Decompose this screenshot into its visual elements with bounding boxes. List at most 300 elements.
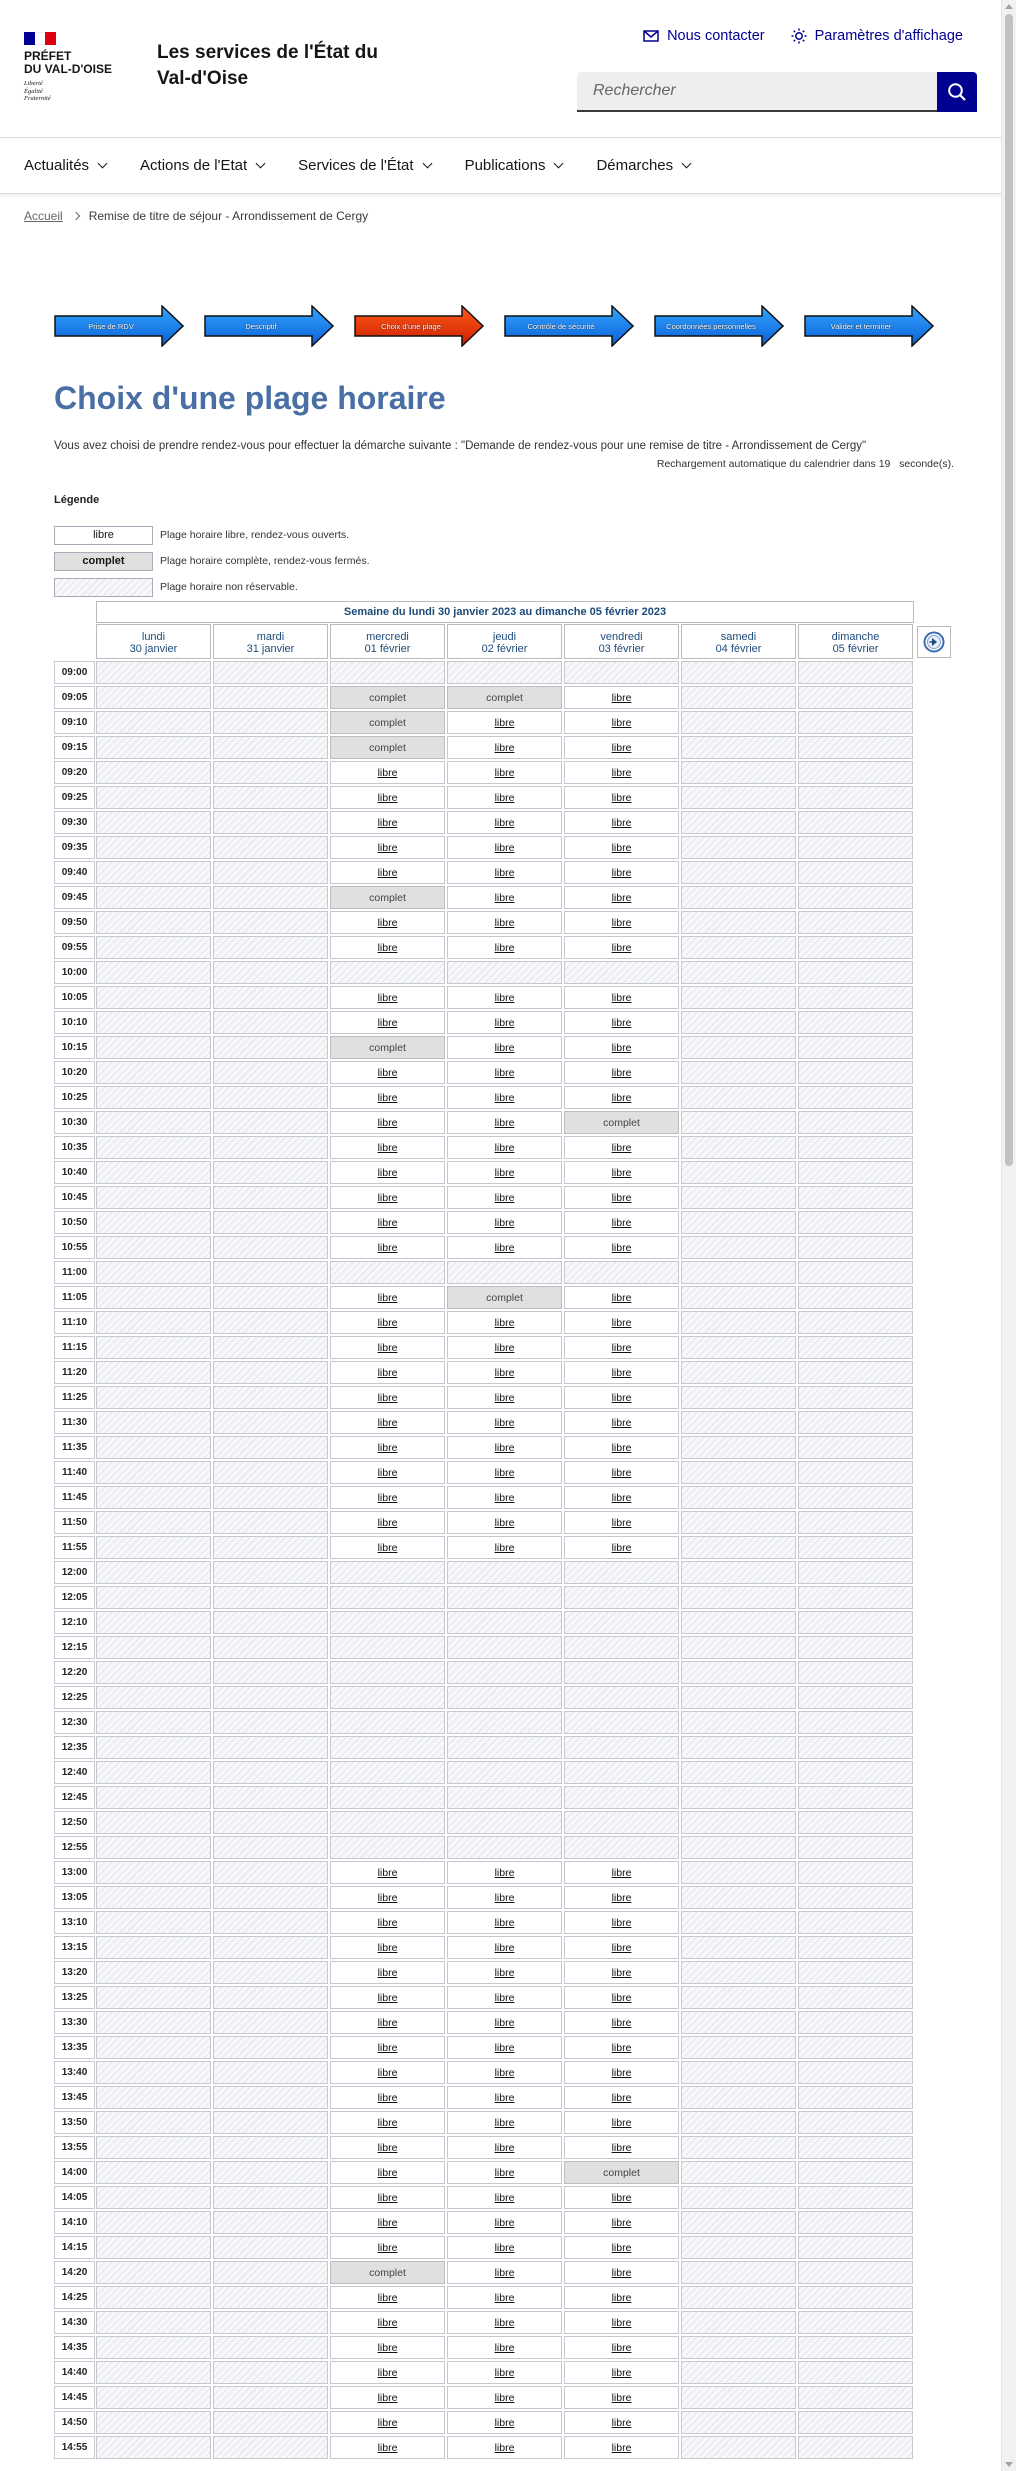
slot-libre[interactable] [330, 1861, 445, 1884]
slot-libre[interactable] [330, 1936, 445, 1959]
slot-libre-link[interactable]: libre [611, 1466, 632, 1479]
slot-libre[interactable] [330, 861, 445, 884]
slot-libre[interactable] [447, 836, 562, 859]
slot-libre[interactable] [564, 861, 679, 884]
slot-libre[interactable] [564, 1236, 679, 1259]
slot-libre[interactable] [330, 1136, 445, 1159]
slot-libre[interactable] [564, 1136, 679, 1159]
slot-libre[interactable] [330, 1211, 445, 1234]
slot-libre-link[interactable]: libre [611, 1191, 632, 1204]
slot-libre-link[interactable]: libre [611, 1966, 632, 1979]
slot-libre[interactable] [447, 1861, 562, 1884]
slot-libre-link[interactable]: libre [377, 2066, 398, 2079]
slot-libre-link[interactable]: libre [377, 841, 398, 854]
slot-libre-link[interactable]: libre [377, 2216, 398, 2229]
breadcrumb-home-link[interactable]: Accueil [24, 209, 63, 223]
slot-libre-link[interactable]: libre [494, 816, 515, 829]
slot-libre-link[interactable]: libre [611, 1916, 632, 1929]
slot-libre-link[interactable]: libre [494, 1991, 515, 2004]
slot-libre[interactable] [447, 1336, 562, 1359]
slot-libre-link[interactable]: libre [377, 2391, 398, 2404]
slot-libre-link[interactable]: libre [611, 1866, 632, 1879]
slot-libre[interactable] [447, 2361, 562, 2384]
slot-libre-link[interactable]: libre [611, 1391, 632, 1404]
slot-libre[interactable] [564, 836, 679, 859]
slot-libre[interactable] [447, 1986, 562, 2009]
slot-libre[interactable] [330, 1436, 445, 1459]
slot-libre[interactable] [564, 1386, 679, 1409]
slot-libre[interactable] [447, 936, 562, 959]
slot-libre[interactable] [564, 911, 679, 934]
slot-libre[interactable] [330, 2436, 445, 2459]
slot-libre-link[interactable]: libre [377, 1366, 398, 1379]
slot-libre[interactable] [330, 1161, 445, 1184]
slot-libre[interactable] [447, 786, 562, 809]
slot-libre-link[interactable]: libre [611, 1516, 632, 1529]
slot-libre-link[interactable]: libre [494, 2091, 515, 2104]
slot-libre[interactable] [564, 2311, 679, 2334]
slot-libre[interactable] [447, 811, 562, 834]
slot-libre[interactable] [564, 1911, 679, 1934]
slot-libre[interactable] [330, 1911, 445, 1934]
slot-libre-link[interactable]: libre [494, 1441, 515, 1454]
slot-libre-link[interactable]: libre [611, 1141, 632, 1154]
slot-libre[interactable] [447, 1011, 562, 1034]
slot-libre-link[interactable]: libre [494, 1166, 515, 1179]
slot-libre[interactable] [564, 1986, 679, 2009]
slot-libre[interactable] [447, 1511, 562, 1534]
slot-libre-link[interactable]: libre [494, 2366, 515, 2379]
slot-libre-link[interactable]: libre [494, 791, 515, 804]
slot-libre-link[interactable]: libre [494, 1216, 515, 1229]
slot-libre[interactable] [330, 2211, 445, 2234]
slot-libre-link[interactable]: libre [611, 1041, 632, 1054]
slot-libre-link[interactable]: libre [494, 916, 515, 929]
slot-libre-link[interactable]: libre [494, 2266, 515, 2279]
slot-libre[interactable] [330, 1111, 445, 1134]
slot-libre-link[interactable]: libre [377, 1916, 398, 1929]
slot-libre-link[interactable]: libre [377, 1391, 398, 1404]
slot-libre-link[interactable]: libre [377, 1541, 398, 1554]
slot-libre-link[interactable]: libre [377, 1241, 398, 1254]
slot-libre-link[interactable]: libre [377, 1941, 398, 1954]
slot-libre-link[interactable]: libre [611, 741, 632, 754]
slot-libre-link[interactable]: libre [611, 1216, 632, 1229]
slot-libre[interactable] [330, 2386, 445, 2409]
slot-libre-link[interactable]: libre [611, 2116, 632, 2129]
slot-libre-link[interactable]: libre [377, 1341, 398, 1354]
slot-libre[interactable] [330, 1511, 445, 1534]
slot-libre[interactable] [564, 2186, 679, 2209]
slot-libre-link[interactable]: libre [611, 2391, 632, 2404]
slot-libre[interactable] [447, 1161, 562, 1184]
slot-libre[interactable] [564, 1161, 679, 1184]
slot-libre[interactable] [564, 1061, 679, 1084]
slot-libre-link[interactable]: libre [377, 2441, 398, 2454]
nav-item-publications[interactable] [465, 157, 563, 174]
slot-libre-link[interactable]: libre [611, 1066, 632, 1079]
slot-libre-link[interactable]: libre [377, 2041, 398, 2054]
slot-libre-link[interactable]: libre [377, 1516, 398, 1529]
slot-libre[interactable] [330, 986, 445, 1009]
slot-libre[interactable] [564, 1536, 679, 1559]
nav-item-demarches[interactable] [596, 157, 690, 174]
slot-libre-link[interactable]: libre [377, 1216, 398, 1229]
scroll-down-arrow-icon[interactable] [1005, 2462, 1013, 2467]
slot-libre-link[interactable]: libre [377, 2316, 398, 2329]
slot-libre[interactable] [330, 2186, 445, 2209]
slot-libre-link[interactable]: libre [494, 766, 515, 779]
slot-libre-link[interactable]: libre [494, 2241, 515, 2254]
slot-libre-link[interactable]: libre [611, 2341, 632, 2354]
slot-libre[interactable] [564, 1186, 679, 1209]
slot-libre-link[interactable]: libre [494, 941, 515, 954]
slot-libre-link[interactable]: libre [611, 1166, 632, 1179]
slot-libre[interactable] [330, 1361, 445, 1384]
slot-libre[interactable] [564, 1286, 679, 1309]
slot-libre-link[interactable]: libre [611, 841, 632, 854]
slot-libre[interactable] [330, 1286, 445, 1309]
slot-libre[interactable] [447, 1536, 562, 1559]
slot-libre[interactable] [447, 2061, 562, 2084]
slot-libre-link[interactable]: libre [377, 2366, 398, 2379]
slot-libre[interactable] [330, 811, 445, 834]
slot-libre-link[interactable]: libre [611, 1366, 632, 1379]
slot-libre-link[interactable]: libre [611, 1441, 632, 1454]
slot-libre-link[interactable]: libre [611, 1891, 632, 1904]
slot-libre[interactable] [330, 2336, 445, 2359]
slot-libre[interactable] [330, 1011, 445, 1034]
slot-libre[interactable] [447, 2411, 562, 2434]
slot-libre[interactable] [447, 2286, 562, 2309]
slot-libre-link[interactable]: libre [377, 2191, 398, 2204]
slot-libre-link[interactable]: libre [377, 2416, 398, 2429]
slot-libre[interactable] [564, 886, 679, 909]
slot-libre[interactable] [564, 2036, 679, 2059]
slot-libre[interactable] [330, 1236, 445, 1259]
slot-libre[interactable] [564, 1211, 679, 1234]
slot-libre-link[interactable]: libre [377, 766, 398, 779]
slot-libre-link[interactable]: libre [377, 991, 398, 1004]
slot-libre-link[interactable]: libre [611, 1091, 632, 1104]
slot-libre[interactable] [447, 711, 562, 734]
slot-libre[interactable] [447, 1086, 562, 1109]
slot-libre-link[interactable]: libre [494, 1966, 515, 1979]
slot-libre-link[interactable]: libre [611, 1016, 632, 1029]
slot-libre-link[interactable]: libre [494, 1466, 515, 1479]
slot-libre[interactable] [447, 1186, 562, 1209]
slot-libre-link[interactable]: libre [611, 2091, 632, 2104]
slot-libre-link[interactable]: libre [494, 1141, 515, 1154]
slot-libre-link[interactable]: libre [494, 1241, 515, 1254]
slot-libre[interactable] [330, 1486, 445, 1509]
nav-item-services-etat[interactable] [298, 157, 430, 174]
slot-libre[interactable] [564, 2211, 679, 2234]
slot-libre[interactable] [330, 1411, 445, 1434]
slot-libre-link[interactable]: libre [377, 1066, 398, 1079]
slot-libre-link[interactable]: libre [611, 2266, 632, 2279]
slot-libre-link[interactable]: libre [611, 2416, 632, 2429]
slot-libre-link[interactable]: libre [611, 1541, 632, 1554]
slot-libre-link[interactable]: libre [611, 2041, 632, 2054]
slot-libre[interactable] [447, 1111, 562, 1134]
slot-libre[interactable] [447, 1311, 562, 1334]
slot-libre[interactable] [330, 1986, 445, 2009]
nav-item-actualites[interactable] [24, 157, 106, 174]
slot-libre[interactable] [330, 2011, 445, 2034]
slot-libre-link[interactable]: libre [611, 866, 632, 879]
slot-libre-link[interactable]: libre [611, 1291, 632, 1304]
slot-libre[interactable] [330, 1311, 445, 1334]
slot-libre-link[interactable]: libre [377, 1191, 398, 1204]
slot-libre[interactable] [564, 986, 679, 1009]
slot-libre-link[interactable]: libre [494, 2041, 515, 2054]
slot-libre-link[interactable]: libre [377, 2016, 398, 2029]
slot-libre-link[interactable]: libre [377, 1991, 398, 2004]
slot-libre[interactable] [330, 936, 445, 959]
slot-libre[interactable] [564, 786, 679, 809]
slot-libre-link[interactable]: libre [494, 1191, 515, 1204]
slot-libre-link[interactable]: libre [494, 1366, 515, 1379]
slot-libre[interactable] [447, 2186, 562, 2209]
slot-libre[interactable] [447, 2336, 562, 2359]
slot-libre[interactable] [330, 1386, 445, 1409]
slot-libre[interactable] [564, 2336, 679, 2359]
slot-libre[interactable] [447, 1361, 562, 1384]
slot-libre-link[interactable]: libre [377, 1891, 398, 1904]
slot-libre[interactable] [447, 1911, 562, 1934]
slot-libre[interactable] [447, 1236, 562, 1259]
slot-libre-link[interactable]: libre [611, 716, 632, 729]
slot-libre[interactable] [330, 1461, 445, 1484]
slot-libre-link[interactable]: libre [377, 1441, 398, 1454]
slot-libre-link[interactable]: libre [377, 1966, 398, 1979]
slot-libre-link[interactable]: libre [377, 2116, 398, 2129]
slot-libre[interactable] [564, 2361, 679, 2384]
contact-link[interactable] [643, 28, 765, 44]
vertical-scrollbar[interactable] [1001, 0, 1016, 2471]
slot-libre[interactable] [447, 761, 562, 784]
slot-libre[interactable] [564, 2236, 679, 2259]
slot-libre[interactable] [330, 1961, 445, 1984]
slot-libre[interactable] [330, 786, 445, 809]
slot-libre[interactable] [330, 1186, 445, 1209]
slot-libre[interactable] [564, 936, 679, 959]
slot-libre[interactable] [564, 2261, 679, 2284]
slot-libre-link[interactable]: libre [377, 941, 398, 954]
slot-libre-link[interactable]: libre [494, 2441, 515, 2454]
slot-libre[interactable] [447, 1936, 562, 1959]
slot-libre[interactable] [330, 2111, 445, 2134]
slot-libre[interactable] [564, 1961, 679, 1984]
display-settings-link[interactable] [791, 28, 963, 44]
slot-libre-link[interactable]: libre [377, 1141, 398, 1154]
slot-libre[interactable] [564, 1311, 679, 1334]
slot-libre[interactable] [564, 811, 679, 834]
slot-libre-link[interactable]: libre [494, 2016, 515, 2029]
slot-libre-link[interactable]: libre [611, 1241, 632, 1254]
slot-libre-link[interactable]: libre [494, 1541, 515, 1554]
slot-libre[interactable] [564, 2086, 679, 2109]
search-input[interactable] [577, 72, 937, 112]
slot-libre[interactable] [447, 2086, 562, 2109]
slot-libre-link[interactable]: libre [611, 691, 632, 704]
slot-libre[interactable] [564, 2061, 679, 2084]
slot-libre[interactable] [330, 2061, 445, 2084]
slot-libre-link[interactable]: libre [494, 2316, 515, 2329]
slot-libre-link[interactable]: libre [377, 1166, 398, 1179]
slot-libre[interactable] [564, 1086, 679, 1109]
search-button[interactable] [937, 72, 977, 112]
slot-libre[interactable] [330, 2411, 445, 2434]
slot-libre[interactable] [447, 2261, 562, 2284]
prefecture-logo[interactable] [24, 32, 124, 103]
slot-libre-link[interactable]: libre [611, 2191, 632, 2204]
slot-libre[interactable] [564, 2286, 679, 2309]
slot-libre[interactable] [447, 1486, 562, 1509]
slot-libre[interactable] [447, 2436, 562, 2459]
slot-libre[interactable] [447, 886, 562, 909]
slot-libre[interactable] [447, 2011, 562, 2034]
slot-libre[interactable] [564, 2386, 679, 2409]
slot-libre-link[interactable]: libre [494, 2416, 515, 2429]
slot-libre[interactable] [564, 736, 679, 759]
slot-libre[interactable] [330, 2136, 445, 2159]
slot-libre-link[interactable]: libre [494, 2116, 515, 2129]
slot-libre-link[interactable]: libre [611, 791, 632, 804]
slot-libre[interactable] [330, 1536, 445, 1559]
slot-libre-link[interactable]: libre [494, 1866, 515, 1879]
slot-libre[interactable] [447, 2161, 562, 2184]
slot-libre-link[interactable]: libre [377, 2341, 398, 2354]
slot-libre[interactable] [330, 1886, 445, 1909]
slot-libre-link[interactable]: libre [377, 1316, 398, 1329]
slot-libre-link[interactable]: libre [611, 2016, 632, 2029]
slot-libre[interactable] [330, 2161, 445, 2184]
slot-libre[interactable] [447, 1961, 562, 1984]
slot-libre-link[interactable]: libre [611, 2441, 632, 2454]
slot-libre-link[interactable]: libre [494, 1391, 515, 1404]
slot-libre-link[interactable]: libre [611, 766, 632, 779]
slot-libre[interactable] [330, 2086, 445, 2109]
slot-libre[interactable] [564, 1036, 679, 1059]
slot-libre[interactable] [447, 1136, 562, 1159]
slot-libre[interactable] [447, 2311, 562, 2334]
slot-libre-link[interactable]: libre [494, 866, 515, 879]
slot-libre[interactable] [564, 1411, 679, 1434]
slot-libre-link[interactable]: libre [377, 1116, 398, 1129]
slot-libre-link[interactable]: libre [377, 1466, 398, 1479]
slot-libre[interactable] [564, 1486, 679, 1509]
slot-libre[interactable] [330, 761, 445, 784]
slot-libre-link[interactable]: libre [377, 2141, 398, 2154]
slot-libre[interactable] [447, 1436, 562, 1459]
slot-libre[interactable] [564, 2136, 679, 2159]
slot-libre[interactable] [330, 911, 445, 934]
slot-libre-link[interactable]: libre [377, 866, 398, 879]
slot-libre-link[interactable]: libre [494, 1091, 515, 1104]
slot-libre-link[interactable]: libre [611, 2216, 632, 2229]
slot-libre[interactable] [564, 761, 679, 784]
slot-libre[interactable] [564, 1461, 679, 1484]
slot-libre-link[interactable]: libre [494, 1891, 515, 1904]
slot-libre[interactable] [447, 1411, 562, 1434]
slot-libre[interactable] [447, 911, 562, 934]
slot-libre-link[interactable]: libre [494, 741, 515, 754]
slot-libre-link[interactable]: libre [611, 1991, 632, 2004]
slot-libre-link[interactable]: libre [611, 941, 632, 954]
slot-libre-link[interactable]: libre [377, 1016, 398, 1029]
slot-libre[interactable] [330, 2236, 445, 2259]
slot-libre-link[interactable]: libre [611, 916, 632, 929]
slot-libre-link[interactable]: libre [611, 2366, 632, 2379]
slot-libre-link[interactable]: libre [494, 2066, 515, 2079]
slot-libre[interactable] [330, 2036, 445, 2059]
slot-libre[interactable] [330, 836, 445, 859]
slot-libre[interactable] [564, 686, 679, 709]
slot-libre[interactable] [564, 711, 679, 734]
slot-libre[interactable] [564, 2436, 679, 2459]
slot-libre-link[interactable]: libre [494, 1916, 515, 1929]
slot-libre-link[interactable]: libre [494, 1941, 515, 1954]
slot-libre-link[interactable]: libre [611, 816, 632, 829]
slot-libre[interactable] [564, 1511, 679, 1534]
slot-libre[interactable] [564, 2011, 679, 2034]
slot-libre-link[interactable]: libre [494, 1341, 515, 1354]
slot-libre-link[interactable]: libre [377, 791, 398, 804]
slot-libre-link[interactable]: libre [611, 1341, 632, 1354]
slot-libre-link[interactable]: libre [494, 1066, 515, 1079]
slot-libre-link[interactable]: libre [377, 1416, 398, 1429]
slot-libre[interactable] [330, 2361, 445, 2384]
slot-libre-link[interactable]: libre [377, 2241, 398, 2254]
slot-libre-link[interactable]: libre [611, 2141, 632, 2154]
slot-libre[interactable] [447, 1036, 562, 1059]
slot-libre[interactable] [447, 736, 562, 759]
next-week-button[interactable] [917, 626, 951, 658]
slot-libre-link[interactable]: libre [377, 1866, 398, 1879]
slot-libre[interactable] [564, 2111, 679, 2134]
slot-libre[interactable] [447, 861, 562, 884]
slot-libre[interactable] [564, 2411, 679, 2434]
scroll-up-arrow-icon[interactable] [1005, 4, 1013, 9]
slot-libre-link[interactable]: libre [494, 1316, 515, 1329]
slot-libre[interactable] [330, 1086, 445, 1109]
slot-libre-link[interactable]: libre [377, 2091, 398, 2104]
slot-libre-link[interactable]: libre [494, 2141, 515, 2154]
nav-item-actions-etat[interactable] [140, 157, 264, 174]
slot-libre-link[interactable]: libre [494, 1491, 515, 1504]
slot-libre-link[interactable]: libre [611, 1491, 632, 1504]
slot-libre[interactable] [330, 2311, 445, 2334]
slot-libre-link[interactable]: libre [611, 2066, 632, 2079]
slot-libre-link[interactable]: libre [494, 1116, 515, 1129]
slot-libre[interactable] [447, 986, 562, 1009]
slot-libre-link[interactable]: libre [377, 2166, 398, 2179]
slot-libre-link[interactable]: libre [611, 1316, 632, 1329]
slot-libre[interactable] [447, 1386, 562, 1409]
slot-libre[interactable] [447, 1461, 562, 1484]
slot-libre-link[interactable]: libre [494, 2341, 515, 2354]
slot-libre-link[interactable]: libre [494, 1516, 515, 1529]
slot-libre[interactable] [447, 1886, 562, 1909]
slot-libre[interactable] [564, 1886, 679, 1909]
slot-libre-link[interactable]: libre [494, 716, 515, 729]
slot-libre-link[interactable]: libre [611, 891, 632, 904]
slot-libre-link[interactable]: libre [494, 2391, 515, 2404]
slot-libre[interactable] [447, 1061, 562, 1084]
slot-libre-link[interactable]: libre [494, 1416, 515, 1429]
